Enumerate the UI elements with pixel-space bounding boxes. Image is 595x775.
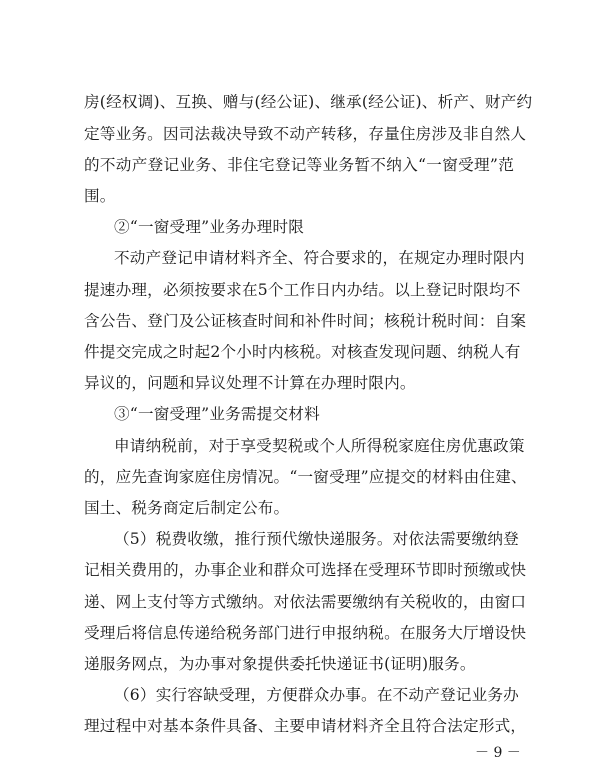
paragraph-line: 的不动产登记业务、非住宅登记等业务暂不纳入“一窗受理”范	[84, 156, 514, 174]
paragraph-line: 的，应先查询家庭住房情况。“一窗受理”应提交的材料由住建、	[84, 468, 527, 486]
paragraph-line: 递服务网点，为办事对象提供委托快递证书(证明)服务。	[84, 655, 476, 673]
section-heading: ②“一窗受理”业务办理时限	[114, 218, 305, 236]
paragraph-line: 不动产登记申请材料齐全、符合要求的，在规定办理时限内	[114, 249, 525, 267]
paragraph-line: 围。	[84, 187, 116, 205]
paragraph-line: 定等业务。因司法裁决导致不动产转移，存量住房涉及非自然人	[84, 125, 527, 143]
paragraph-line: 件提交完成之时起2个小时内核税。对核查发现问题、纳税人有	[84, 343, 521, 361]
paragraph-line: 递、网上支付等方式缴纳。对依法需要缴纳有关税收的，由窗口	[84, 593, 527, 611]
paragraph-line: 异议的，问题和异议处理不计算在办理时限内。	[84, 374, 416, 392]
paragraph-line: （6）实行容缺受理，方便群众办事。在不动产登记业务办	[114, 686, 519, 704]
paragraph-line: （5）税费收缴，推行预代缴快递服务。对依法需要缴纳登	[114, 530, 519, 548]
paragraph-line: 房(经权调)、互换、赠与(经公证)、继承(经公证)、析产、财产约	[84, 93, 533, 111]
paragraph-line: 含公告、登门及公证核查时间和补件时间；核税计税时间：自案	[84, 312, 527, 330]
paragraph-line: 记相关费用的，办事企业和群众可选择在受理环节即时预缴或快	[84, 561, 527, 579]
section-heading: ③“一窗受理”业务需提交材料	[114, 405, 320, 423]
paragraph-line: 申请纳税前，对于享受契税或个人所得税家庭住房优惠政策	[114, 437, 525, 455]
paragraph-line: 提速办理，必须按要求在5个工作日内办结。以上登记时限均不	[84, 281, 521, 299]
paragraph-line: 国土、税务商定后制定公布。	[84, 499, 290, 517]
paragraph-line: 理过程中对基本条件具备、主要申请材料齐全且符合法定形式，	[84, 717, 527, 735]
page-number: － 9 －	[475, 745, 521, 761]
paragraph-line: 受理后将信息传递给税务部门进行申报纳税。在服务大厅增设快	[84, 624, 527, 642]
